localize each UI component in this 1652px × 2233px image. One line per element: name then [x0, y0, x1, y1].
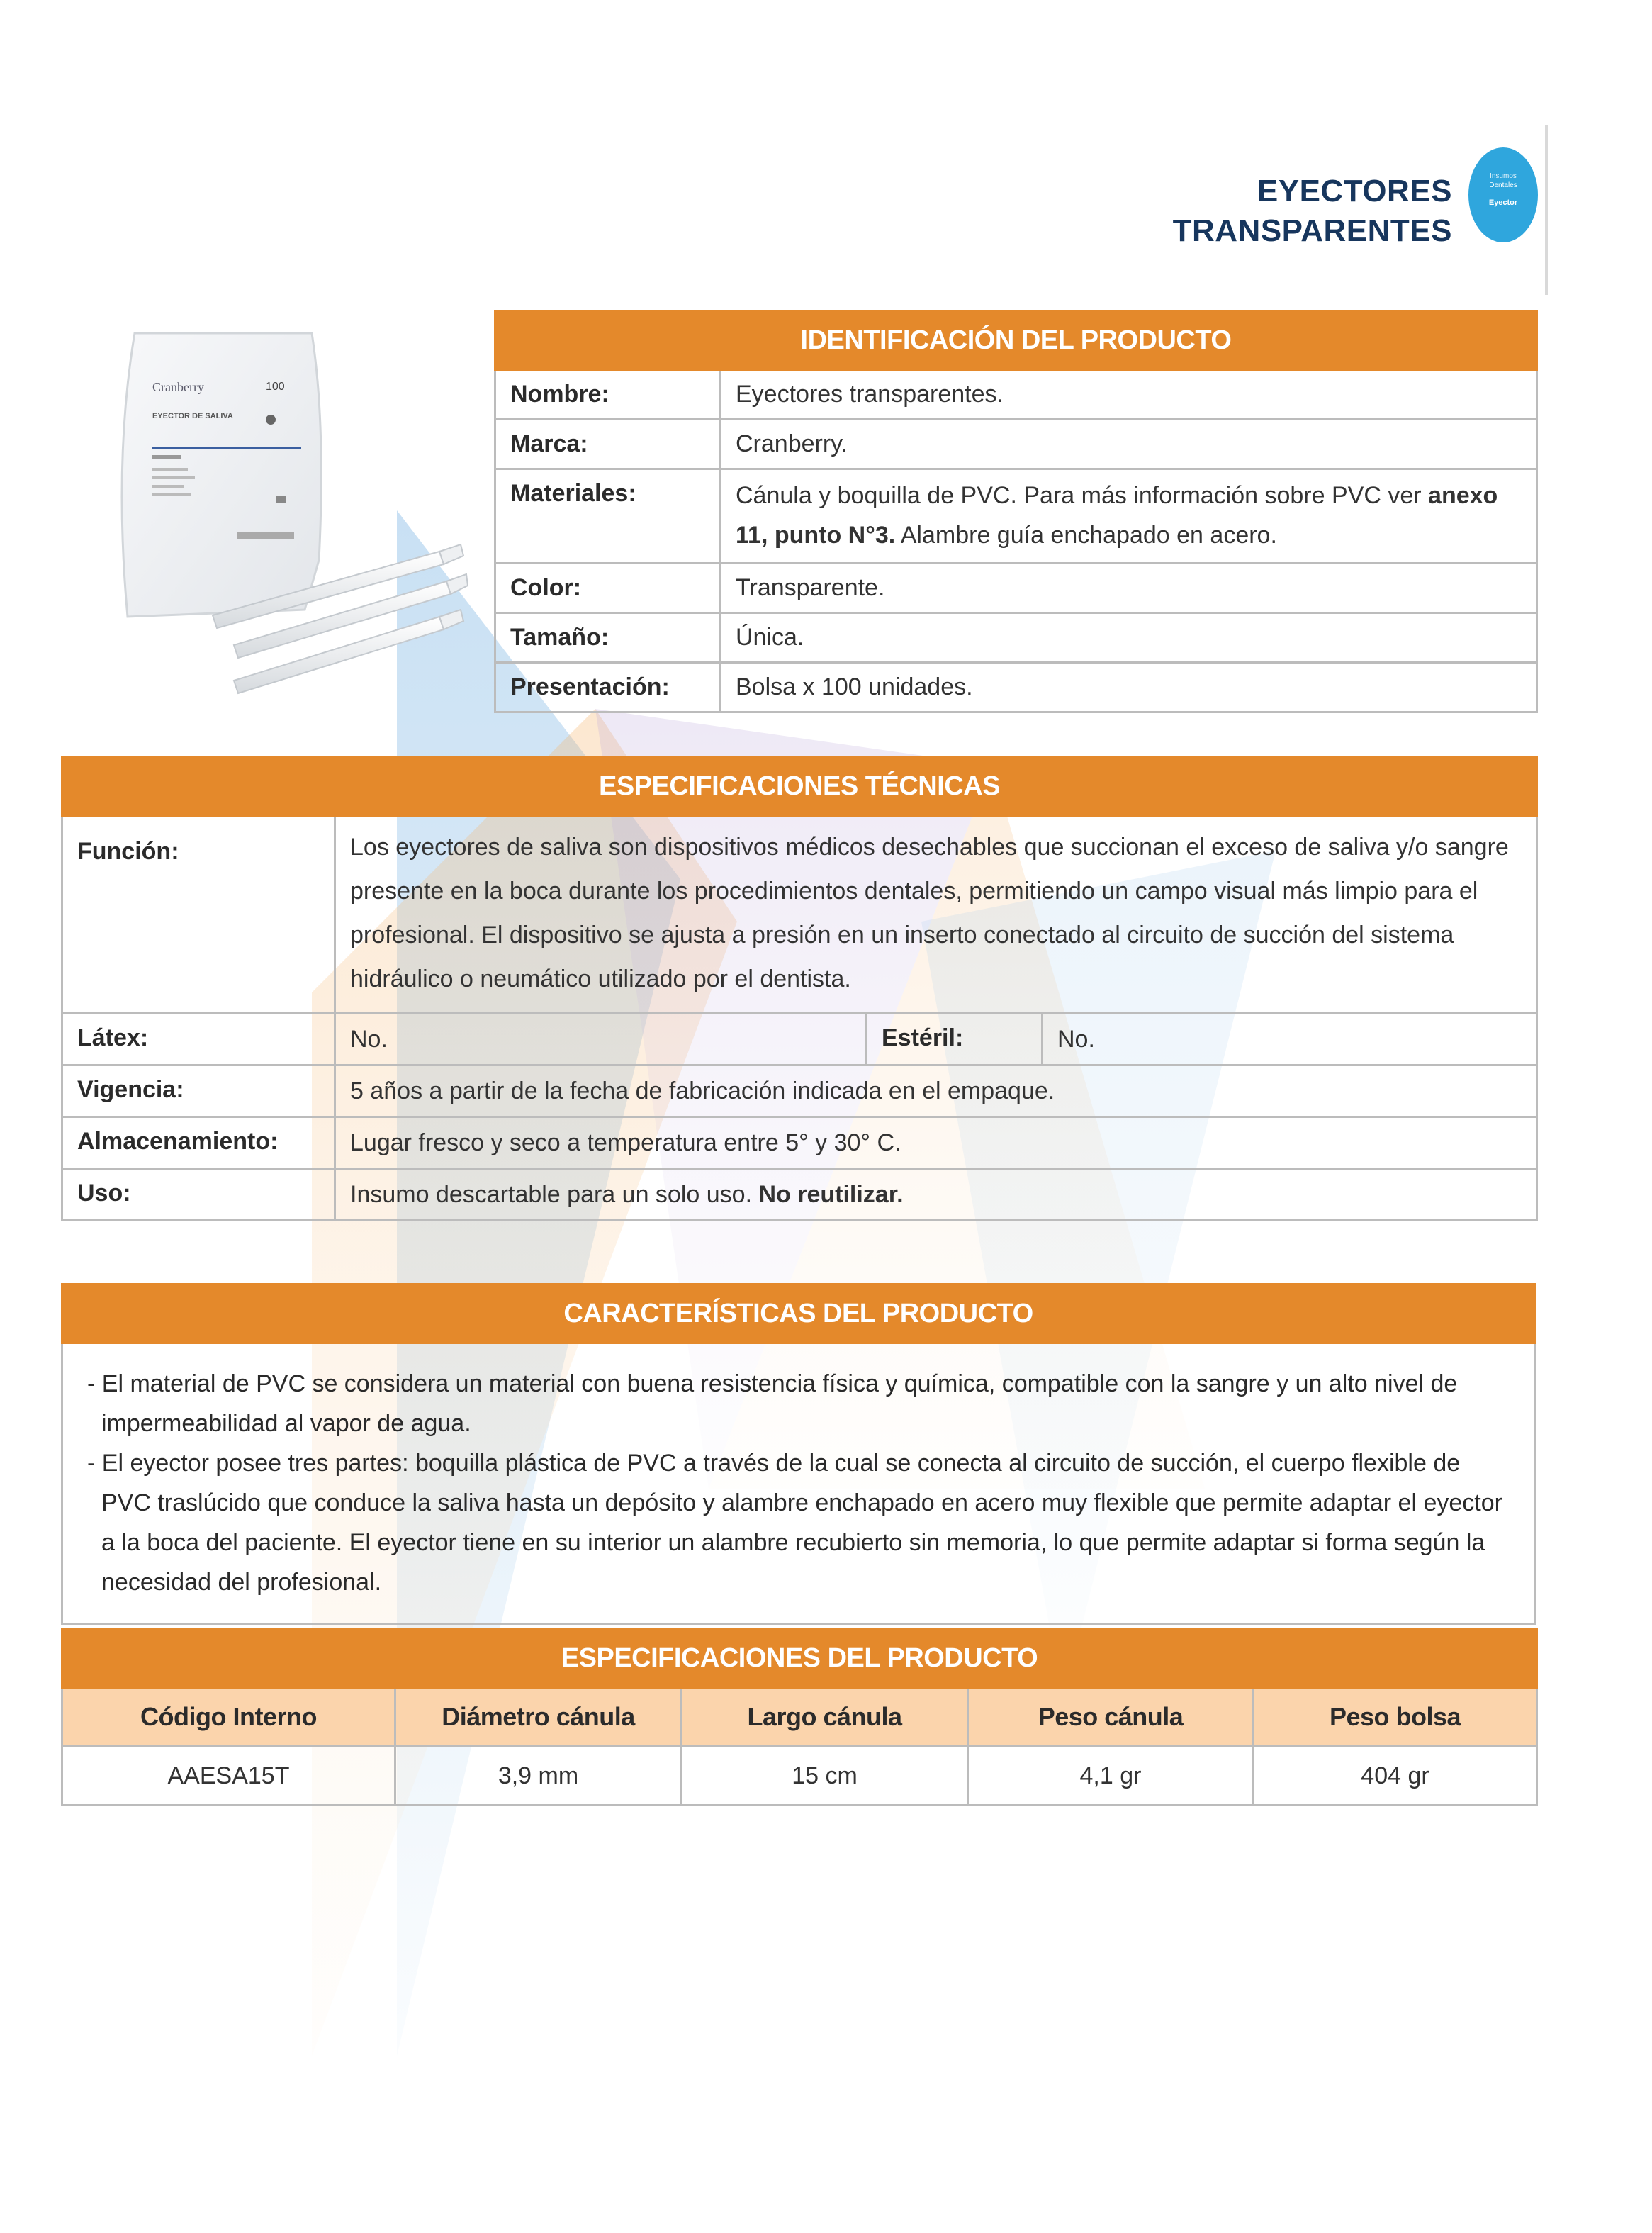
esteril-value: No.	[1043, 1014, 1537, 1065]
almacenamiento-value: Lugar fresco y seco a temperatura entre 5° y 30° C.	[335, 1117, 1537, 1169]
header-divider	[1545, 125, 1548, 295]
title-line-1: EYECTORES	[1257, 174, 1452, 208]
bag-brand: Cranberry	[152, 380, 204, 394]
category-badge	[1468, 147, 1538, 242]
caracteristicas-table	[61, 1283, 1536, 1625]
nombre-value: Eyectores transparentes.	[721, 370, 1537, 420]
document-title	[1173, 172, 1452, 251]
column-header-codigo: Código Interno	[62, 1688, 395, 1747]
caracteristicas-heading: CARACTERÍSTICAS DEL PRODUCTO	[62, 1285, 1535, 1343]
especificaciones-heading: ESPECIFICACIONES DEL PRODUCTO	[62, 1629, 1537, 1688]
marca-label: Marca:	[495, 420, 721, 469]
nombre-label: Nombre:	[495, 370, 721, 420]
materiales-label: Materiales:	[495, 469, 721, 564]
tecnicas-heading: ESPECIFICACIONES TÉCNICAS	[62, 757, 1537, 816]
cell-largo: 15 cm	[682, 1747, 968, 1806]
materiales-value	[721, 469, 1537, 564]
uso-warning: No reutilizar.	[758, 1181, 904, 1208]
color-value: Transparente.	[721, 564, 1537, 613]
column-header-row	[62, 1688, 1537, 1747]
vigencia-value: 5 años a partir de la fecha de fabricación indicada en el empaque.	[335, 1065, 1537, 1117]
row-materiales	[495, 469, 1537, 564]
column-header-peso-canula: Peso cánula	[968, 1688, 1254, 1747]
row-almacenamiento	[62, 1117, 1537, 1169]
funcion-label: Función:	[62, 816, 335, 1014]
esteril-label: Estéril:	[867, 1014, 1043, 1065]
bag-line: EYECTOR DE SALIVA	[152, 412, 233, 420]
especificaciones-producto-table	[61, 1628, 1538, 1806]
row-funcion	[62, 816, 1537, 1014]
tamano-label: Tamaño:	[495, 613, 721, 663]
materiales-text-1: Cánula y boquilla de PVC. Para más información sobre PVC ver	[736, 482, 1429, 509]
row-tamano	[495, 613, 1537, 663]
presentacion-label: Presentación:	[495, 663, 721, 712]
cell-diametro: 3,9 mm	[395, 1747, 682, 1806]
uso-label: Uso:	[62, 1169, 335, 1221]
column-header-peso-bolsa: Peso bolsa	[1254, 1688, 1537, 1747]
latex-label: Látex:	[62, 1014, 335, 1065]
row-vigencia	[62, 1065, 1537, 1117]
row-color	[495, 564, 1537, 613]
vigencia-label: Vigencia:	[62, 1065, 335, 1117]
badge-line-3: Eyector	[1488, 198, 1518, 207]
color-label: Color:	[495, 564, 721, 613]
column-header-largo: Largo cánula	[682, 1688, 968, 1747]
uso-text: Insumo descartable para un solo uso.	[350, 1181, 759, 1208]
badge-line-1: Insumos	[1490, 172, 1517, 180]
funcion-value: Los eyectores de saliva son dispositivos médicos desechables que succionan el exceso de saliva y/o sangre presente en la boca durante los procedimientos dentales, permitiendo un campo visual más limpio para el profesional. El dispositivo se ajusta a presión en un inserto conectado al circuito de succión del sistema hidráulico o neumático utilizado por el dentista.	[335, 816, 1537, 1014]
identificacion-heading: IDENTIFICACIÓN DEL PRODUCTO	[495, 311, 1537, 370]
row-latex-esteril	[62, 1014, 1537, 1065]
materiales-reference: anexo 11, punto N°3.	[736, 482, 1498, 549]
almacenamiento-label: Almacenamiento:	[62, 1117, 335, 1169]
row-nombre	[495, 370, 1537, 420]
latex-value: No.	[335, 1014, 867, 1065]
caracteristica-item-1: - El material de PVC se considera un material con buena resistencia física y química, compatible con la sangre y un alto nivel de impermeabilidad al vapor de agua.	[87, 1370, 1458, 1437]
caracteristica-item-2: - El eyector posee tres partes: boquilla plástica de PVC a través de la cual se conecta al circuito de succión, el cuerpo flexible de PVC traslúcido que conduce la saliva hasta un depósito y alambre enchapado en acero muy flexible que permite adaptar el eyector a la boca del paciente. El eyector tiene en su interior un alambre recubierto sin memoria, lo que permite adaptar si forma según la necesidad del profesional.	[87, 1450, 1502, 1596]
row-presentacion	[495, 663, 1537, 712]
row-marca	[495, 420, 1537, 469]
marca-value: Cranberry.	[721, 420, 1537, 469]
row-uso	[62, 1169, 1537, 1221]
tamano-value: Única.	[721, 613, 1537, 663]
badge-line-2: Dentales	[1489, 181, 1517, 189]
bag-count: 100	[266, 381, 285, 393]
caracteristicas-text	[62, 1343, 1535, 1625]
cell-peso-bolsa: 404 gr	[1254, 1747, 1537, 1806]
column-header-diametro: Diámetro cánula	[395, 1688, 682, 1747]
product-photo	[113, 319, 468, 716]
materiales-text-2: Alambre guía enchapado en acero.	[895, 522, 1277, 549]
cell-codigo: AAESA15T	[62, 1747, 395, 1806]
identificacion-table	[494, 310, 1538, 713]
caracteristicas-body	[62, 1343, 1535, 1625]
table-row	[62, 1747, 1537, 1806]
cell-peso-canula: 4,1 gr	[968, 1747, 1254, 1806]
presentacion-value: Bolsa x 100 unidades.	[721, 663, 1537, 712]
title-line-2: TRANSPARENTES	[1172, 213, 1452, 248]
especificaciones-tecnicas-table	[61, 756, 1538, 1221]
uso-value	[335, 1169, 1537, 1221]
